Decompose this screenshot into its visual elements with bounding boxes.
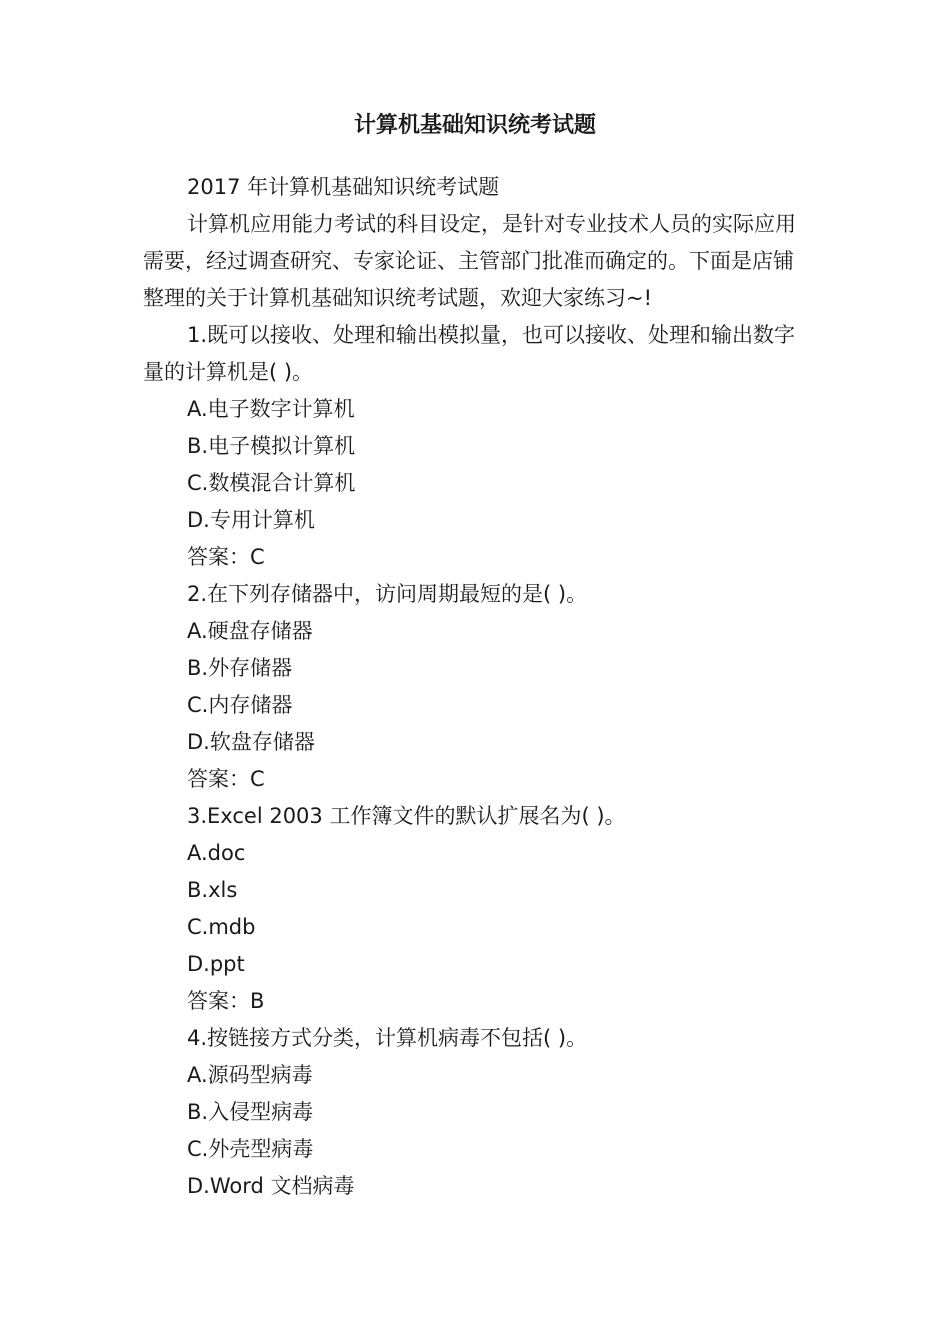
option-c: C.内存储器 — [187, 693, 293, 717]
answer-text: 答案：C — [187, 767, 265, 791]
option-c: C.外壳型病毒 — [187, 1137, 314, 1161]
option-a: A.doc — [187, 841, 246, 865]
document-body — [143, 169, 807, 1205]
intro-paragraph: 计算机应用能力考试的科目设定，是针对专业技术人员的实际应用需要，经过调查研究、专家论证、主管部门批准而确定的。下面是店铺整理的关于计算机基础知识统考试题，欢迎大家练习~! — [143, 212, 796, 310]
option-a: A.源码型病毒 — [187, 1063, 313, 1087]
option-c: C.数模混合计算机 — [187, 471, 356, 495]
document-subtitle: 2017 年计算机基础知识统考试题 — [187, 175, 500, 199]
question-text: 1.既可以接收、处理和输出模拟量，也可以接收、处理和输出数字量的计算机是( )。 — [143, 323, 796, 384]
option-b: B.外存储器 — [187, 656, 293, 680]
option-a: A.电子数字计算机 — [187, 397, 355, 421]
question-text: 4.按链接方式分类，计算机病毒不包括( )。 — [187, 1026, 588, 1050]
option-c: C.mdb — [187, 915, 256, 939]
option-d: D.Word 文档病毒 — [187, 1174, 355, 1198]
option-d: D.专用计算机 — [187, 508, 315, 532]
option-a: A.硬盘存储器 — [187, 619, 313, 643]
option-b: B.入侵型病毒 — [187, 1100, 314, 1124]
question-text: 3.Excel 2003 工作簿文件的默认扩展名为( )。 — [187, 804, 626, 828]
document-title: 计算机基础知识统考试题 — [353, 113, 596, 138]
question-text: 2.在下列存储器中，访问周期最短的是( )。 — [187, 582, 588, 606]
answer-text: 答案：B — [187, 989, 265, 1013]
option-b: B.电子模拟计算机 — [187, 434, 356, 458]
option-d: D.软盘存储器 — [187, 730, 315, 754]
answer-text: 答案：C — [187, 545, 265, 569]
option-b: B.xls — [187, 878, 238, 902]
option-d: D.ppt — [187, 952, 245, 976]
